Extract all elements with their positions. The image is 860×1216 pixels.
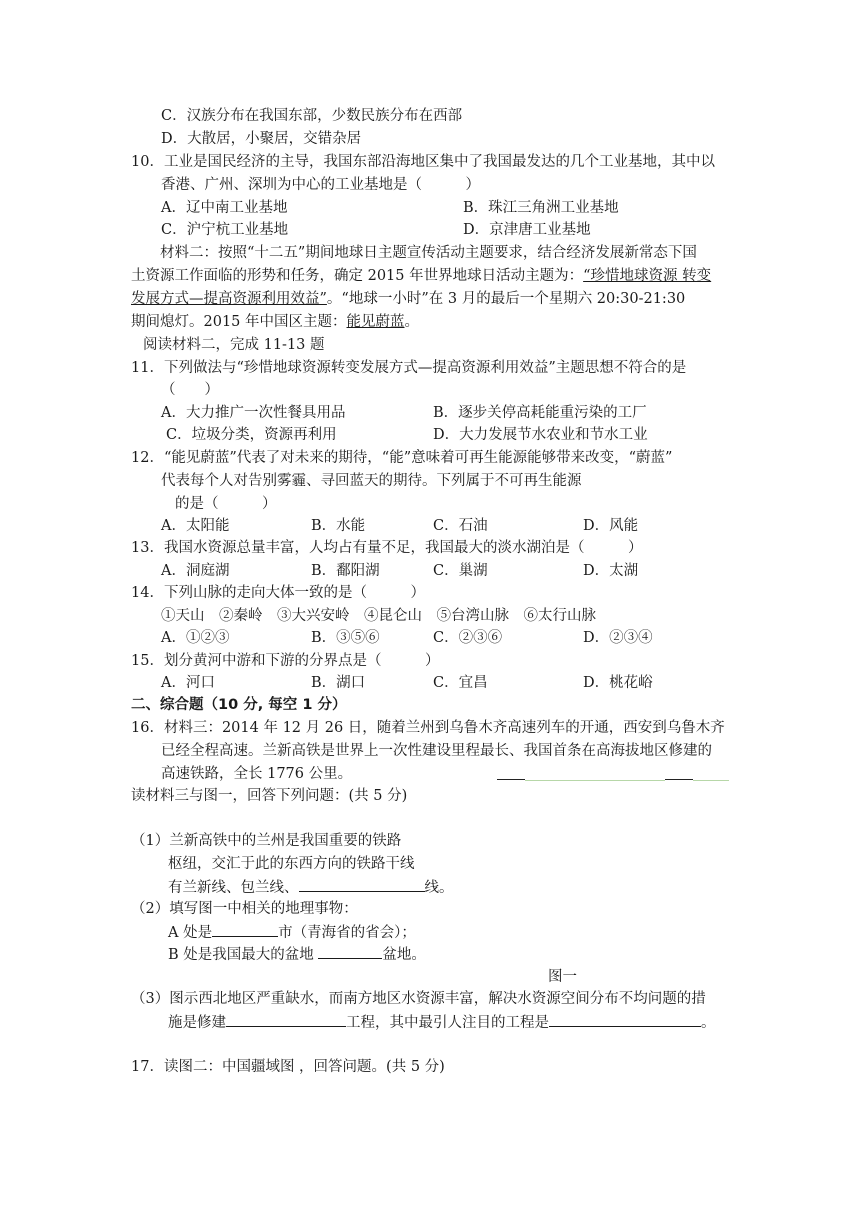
figure1-fragment-green-line-end — [693, 780, 729, 781]
q10-option-b: B．珠江三角洲工业基地 — [463, 200, 619, 216]
material2-line4 — [131, 312, 419, 332]
q16-part3-text2: 工程，其中最引人注目的工程是 — [346, 1015, 549, 1031]
q15-option-c: C．宜昌 — [433, 675, 488, 691]
q16-part2-line2 — [168, 922, 416, 943]
q16-part3-text1: 施是修建 — [168, 1015, 226, 1031]
q16-part2-b-label: B 处是我国最大的盆地 — [168, 947, 319, 963]
q16-part1-line1: （1）兰新高铁中的兰州是我国重要的铁路 — [131, 833, 402, 849]
material2-line4-text: 期间熄灯。2015 年中国区主题： — [131, 314, 347, 330]
q16-part1-text: 有兰新线、包兰线、 — [168, 880, 299, 896]
q12-option-c: C．石油 — [433, 518, 488, 534]
q16-part1-line2: 枢纽，交汇于此的东西方向的铁路干线 — [168, 856, 415, 872]
q16-instruction: 读材料三与图一，回答下列问题：(共 5 分) — [131, 788, 408, 804]
q15-option-b: B．湖口 — [311, 675, 366, 691]
q16-material-line2: 已经全程高速。兰新高铁是世界上一次性建设里程最长、我国首条在高海拔地区修建的 — [161, 743, 712, 759]
material2-line3 — [131, 289, 685, 309]
section2-heading: 二、综合题（10 分, 每空 1 分） — [131, 697, 347, 713]
q16-part1-suffix: 线。 — [424, 880, 454, 896]
q12-stem-line2: 代表每个人对告别雾霾、寻回蓝天的期待。下列属于不可再生能源 — [161, 473, 582, 489]
q16-part3-line1: （3）图示西北地区严重缺水，而南方地区水资源丰富，解决水资源空间分布不均问题的措 — [131, 991, 706, 1007]
q10-option-c: C．沪宁杭工业基地 — [161, 222, 289, 238]
q13-option-d: D．太湖 — [583, 563, 639, 579]
q13-option-a: A．洞庭湖 — [161, 563, 230, 579]
material2-instruction: 阅读材料二，完成 11-13 题 — [143, 337, 325, 353]
q13-stem: 13．我国水资源总量丰富，人均占有量不足，我国最大的淡水湖泊是（ ） — [131, 540, 643, 556]
q14-option-a: A．①②③ — [161, 630, 230, 646]
q10-option-a: A．辽中南工业基地 — [161, 200, 288, 216]
q16-part2-b-answer-blank[interactable] — [318, 944, 382, 959]
q9-option-c: C．汉族分布在我国东部，少数民族分布在西部 — [161, 108, 463, 124]
q12-option-d: D．风能 — [583, 518, 639, 534]
q11-stem-line2: （ ） — [161, 382, 219, 398]
q10-stem-line2: 香港、广州、深圳为中心的工业基地是（ ） — [161, 177, 480, 193]
figure1-caption: 图一 — [548, 969, 577, 985]
q11-option-c: C．垃圾分类，资源再利用 — [166, 427, 337, 443]
q16-part3-period: 。 — [701, 1015, 716, 1031]
q15-option-a: A．河口 — [161, 675, 215, 691]
q14-option-c: C．②③⑥ — [433, 630, 503, 646]
q15-stem: 15．划分黄河中游和下游的分界点是（ ） — [131, 653, 440, 669]
q11-option-a: A．大力推广一次性餐具用品 — [161, 405, 346, 421]
q16-part3-project-blank[interactable] — [226, 1012, 346, 1027]
q15-option-d: D．桃花峪 — [583, 675, 653, 691]
q12-stem-line3: 的是（ ） — [175, 496, 277, 512]
q9-option-d: D．大散居，小聚居，交错杂居 — [161, 131, 362, 147]
figure1-fragment-green-line — [525, 780, 665, 781]
material2-line1: 材料二：按照“十二五”期间地球日主题宣传活动主题要求，结合经济发展新常态下国 — [160, 245, 697, 261]
q16-part1-answer-blank[interactable] — [299, 877, 425, 892]
q10-option-d: D．京津唐工业基地 — [463, 222, 591, 238]
material2-theme-quote-end: 发展方式—提高资源利用效益” — [131, 291, 327, 307]
material2-theme-quote-start: “珍惜地球资源 转变 — [583, 268, 712, 284]
q14-option-b: B．③⑤⑥ — [311, 630, 380, 646]
q16-material-line1: 16．材料三：2014 年 12 月 26 日，随着兰州到乌鲁木齐高速列车的开通，西安到乌鲁木齐 — [131, 720, 725, 736]
q13-option-c: C．巢湖 — [433, 563, 488, 579]
q16-part2-b-suffix: 盆地。 — [382, 947, 426, 963]
q16-part3-line2 — [168, 1012, 716, 1033]
q12-option-a: A．太阳能 — [161, 518, 230, 534]
q12-stem-line1: 12．“能见蔚蓝”代表了对未来的期待，“能”意味着可再生能源能够带来改变，“蔚蓝” — [131, 450, 673, 466]
q10-stem-line1: 10．工业是国民经济的主导，我国东部沿海地区集中了我国最发达的几个工业基地，其中以 — [131, 154, 715, 170]
q11-option-d: D．大力发展节水农业和节水工业 — [433, 427, 648, 443]
q16-part2-a-label: A 处是 — [168, 925, 213, 941]
q13-option-b: B．鄱阳湖 — [311, 563, 380, 579]
q17-stem: 17．读图二：中国疆域图 ，回答问题。(共 5 分) — [131, 1059, 445, 1075]
material2-line4-period: 。 — [404, 314, 420, 330]
q16-part2-a-suffix: 市（青海省的省会）； — [278, 925, 416, 941]
q12-option-b: B．水能 — [311, 518, 366, 534]
q11-stem-line1: 11．下列做法与“珍惜地球资源转变发展方式—提高资源利用效益”主题思想不符合的是 — [131, 360, 687, 376]
q16-part2-line1: （2）填写图一中相关的地理事物： — [131, 901, 358, 917]
q16-material-line3: 高速铁路，全长 1776 公里。 — [161, 766, 353, 782]
q16-part2-line3 — [168, 944, 426, 965]
q14-stem: 14．下列山脉的走向大体一致的是（ ） — [131, 585, 425, 601]
figure1-fragment-line-left — [497, 779, 525, 780]
q11-option-b: B．逐步关停高耗能重污染的工厂 — [433, 405, 647, 421]
q16-part1-line3 — [168, 877, 454, 898]
material2-line2 — [131, 266, 711, 286]
material2-line3-text: 。“地球一小时”在 3 月的最后一个星期六 20:30-21:30 — [326, 291, 686, 307]
material2-china-theme: 能见蔚蓝 — [346, 314, 405, 330]
q14-items: ①天山 ②秦岭 ③大兴安岭 ④昆仑山 ⑤台湾山脉 ⑥太行山脉 — [161, 608, 596, 624]
q14-option-d: D．②③④ — [583, 630, 653, 646]
q16-part3-notable-project-blank[interactable] — [549, 1012, 701, 1027]
figure1-fragment-line-right — [665, 779, 693, 780]
q16-part2-a-answer-blank[interactable] — [212, 922, 278, 937]
material2-line2-text: 土资源工作面临的形势和任务，确定 2015 年世界地球日活动主题为： — [131, 268, 584, 284]
